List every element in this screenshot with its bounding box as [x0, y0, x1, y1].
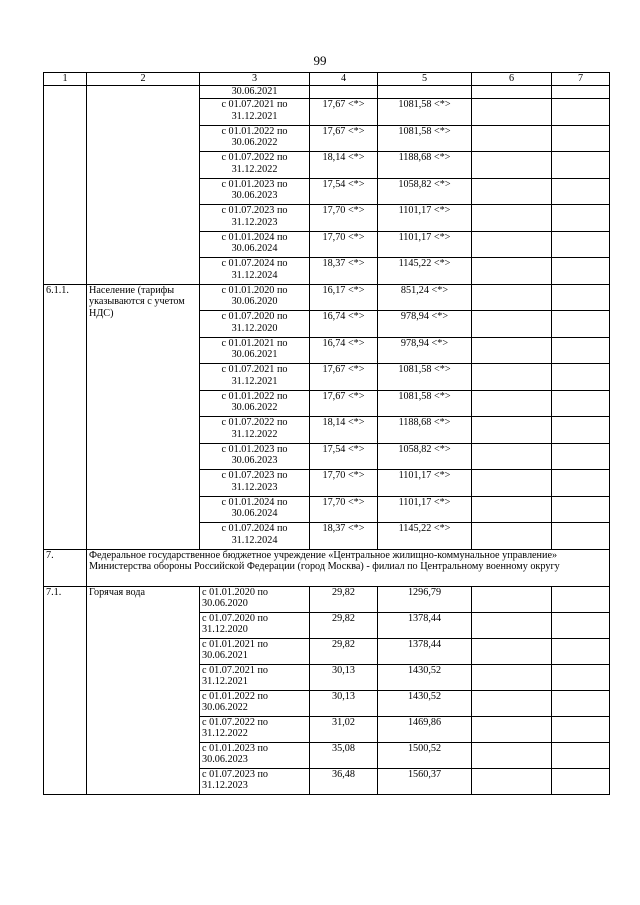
value-cell-5: 1081,58 <*> [378, 364, 472, 391]
empty-cell-7 [552, 205, 610, 232]
empty-cell-6 [472, 612, 552, 638]
value-cell-5: 1188,68 <*> [378, 152, 472, 179]
value-cell-4: 17,67 <*> [310, 125, 378, 152]
period-cell: с 01.07.2023 по 31.12.2023 [200, 768, 310, 794]
empty-cell-6 [472, 443, 552, 470]
value-cell-4: 17,70 <*> [310, 205, 378, 232]
empty-cell-7 [552, 496, 610, 523]
value-cell-5: 1560,37 [378, 768, 472, 794]
empty-cell-6 [472, 337, 552, 364]
empty-cell-7 [552, 390, 610, 417]
period-cell: с 01.07.2020 по 31.12.2020 [200, 612, 310, 638]
empty-cell-6 [472, 638, 552, 664]
value-cell-5: 1101,17 <*> [378, 231, 472, 258]
value-cell-4: 18,37 <*> [310, 258, 378, 285]
empty-cell-6 [472, 231, 552, 258]
empty-cell-6 [472, 125, 552, 152]
value-cell-4: 17,54 <*> [310, 443, 378, 470]
value-cell-4: 17,67 <*> [310, 364, 378, 391]
value-cell-5: 851,24 <*> [378, 284, 472, 311]
empty-cell-7 [552, 99, 610, 126]
empty-cell-7 [552, 443, 610, 470]
value-cell-5: 1296,79 [378, 586, 472, 612]
value-cell-5: 1188,68 <*> [378, 417, 472, 444]
value-cell-4: 17,67 <*> [310, 390, 378, 417]
value-cell-5: 1081,58 <*> [378, 99, 472, 126]
period-cell: с 01.07.2023 по 31.12.2023 [200, 205, 310, 232]
value-cell-4: 18,14 <*> [310, 152, 378, 179]
empty-cell-7 [552, 664, 610, 690]
period-cell: с 01.07.2021 по 31.12.2021 [200, 364, 310, 391]
tariff-table [43, 72, 610, 795]
period-cell: с 01.01.2021 по 30.06.2021 [200, 337, 310, 364]
value-cell-5: 1430,52 [378, 690, 472, 716]
period-cell: с 01.07.2021 по 31.12.2021 [200, 664, 310, 690]
value-cell-5 [378, 86, 472, 99]
value-cell-4: 29,82 [310, 638, 378, 664]
period-cell: с 01.01.2023 по 30.06.2023 [200, 178, 310, 205]
page-number: 99 [313, 53, 327, 68]
empty-cell-6 [472, 716, 552, 742]
empty-cell-6 [472, 496, 552, 523]
organization-name: Федеральное государственное бюджетное учреждение «Центральное жилищно-коммунальное управление» Министерства обороны Российской Федерации (город Москва) - филиал по Центральному военному округу [87, 549, 610, 586]
period-cell: с 01.07.2024 по 31.12.2024 [200, 258, 310, 285]
value-cell-5: 1101,17 <*> [378, 470, 472, 497]
value-cell-4: 16,17 <*> [310, 284, 378, 311]
empty-cell-7 [552, 86, 610, 99]
value-cell-5: 978,94 <*> [378, 337, 472, 364]
period-cell: с 01.01.2023 по 30.06.2023 [200, 443, 310, 470]
empty-cell-7 [552, 638, 610, 664]
period-cell: с 01.01.2020 по 30.06.2020 [200, 284, 310, 311]
value-cell-5: 1145,22 <*> [378, 258, 472, 285]
value-cell-4: 30,13 [310, 690, 378, 716]
empty-cell-6 [472, 664, 552, 690]
period-cell: с 01.07.2024 по 31.12.2024 [200, 523, 310, 550]
item-name [87, 86, 200, 285]
period-cell: с 01.01.2024 по 30.06.2024 [200, 231, 310, 258]
value-cell-5: 1058,82 <*> [378, 443, 472, 470]
value-cell-5: 978,94 <*> [378, 311, 472, 338]
period-cell: с 01.01.2022 по 30.06.2022 [200, 125, 310, 152]
header-row [44, 73, 610, 86]
value-cell-4 [310, 86, 378, 99]
item-number: 7.1. [44, 586, 87, 794]
value-cell-4: 16,74 <*> [310, 311, 378, 338]
empty-cell-6 [472, 364, 552, 391]
empty-cell-7 [552, 311, 610, 338]
value-cell-5: 1081,58 <*> [378, 390, 472, 417]
empty-cell-7 [552, 258, 610, 285]
value-cell-4: 17,54 <*> [310, 178, 378, 205]
period-cell: с 01.07.2022 по 31.12.2022 [200, 152, 310, 179]
value-cell-4: 36,48 [310, 768, 378, 794]
empty-cell-6 [472, 99, 552, 126]
value-cell-4: 29,82 [310, 586, 378, 612]
period-cell: с 01.01.2020 по 30.06.2020 [200, 586, 310, 612]
empty-cell-6 [472, 690, 552, 716]
value-cell-5: 1500,52 [378, 742, 472, 768]
empty-cell-7 [552, 690, 610, 716]
empty-cell-7 [552, 768, 610, 794]
value-cell-5: 1101,17 <*> [378, 496, 472, 523]
value-cell-4: 17,70 <*> [310, 470, 378, 497]
header-cell: 7 [552, 73, 610, 86]
value-cell-5: 1081,58 <*> [378, 125, 472, 152]
period-cell: 30.06.2021 [200, 86, 310, 99]
value-cell-5: 1469,86 [378, 716, 472, 742]
value-cell-4: 31,02 [310, 716, 378, 742]
value-cell-4: 35,08 [310, 742, 378, 768]
item-name: Население (тарифы указываются с учетом НДС) [87, 284, 200, 549]
empty-cell-7 [552, 470, 610, 497]
empty-cell-6 [472, 768, 552, 794]
empty-cell-7 [552, 284, 610, 311]
value-cell-5: 1101,17 <*> [378, 205, 472, 232]
empty-cell-6 [472, 742, 552, 768]
empty-cell-7 [552, 612, 610, 638]
empty-cell-7 [552, 152, 610, 179]
empty-cell-7 [552, 337, 610, 364]
period-cell: с 01.01.2024 по 30.06.2024 [200, 496, 310, 523]
value-cell-4: 17,70 <*> [310, 496, 378, 523]
value-cell-4: 17,67 <*> [310, 99, 378, 126]
header-cell: 5 [378, 73, 472, 86]
value-cell-5: 1058,82 <*> [378, 178, 472, 205]
empty-cell-7 [552, 364, 610, 391]
period-cell: с 01.01.2021 по 30.06.2021 [200, 638, 310, 664]
value-cell-4: 18,14 <*> [310, 417, 378, 444]
table-row [44, 586, 610, 612]
empty-cell-7 [552, 417, 610, 444]
header-cell: 2 [87, 73, 200, 86]
header-cell: 3 [200, 73, 310, 86]
item-name: Горячая вода [87, 586, 200, 794]
period-cell: с 01.07.2022 по 31.12.2022 [200, 417, 310, 444]
empty-cell-6 [472, 258, 552, 285]
header-cell: 6 [472, 73, 552, 86]
table-row [44, 86, 610, 99]
organization-row [44, 549, 610, 586]
value-cell-5: 1378,44 [378, 612, 472, 638]
empty-cell-6 [472, 86, 552, 99]
value-cell-5: 1430,52 [378, 664, 472, 690]
header-cell: 1 [44, 73, 87, 86]
empty-cell-7 [552, 523, 610, 550]
header-cell: 4 [310, 73, 378, 86]
empty-cell-7 [552, 178, 610, 205]
period-cell: с 01.07.2023 по 31.12.2023 [200, 470, 310, 497]
empty-cell-6 [472, 586, 552, 612]
empty-cell-7 [552, 231, 610, 258]
table-row [44, 284, 610, 311]
item-number [44, 86, 87, 285]
item-number: 6.1.1. [44, 284, 87, 549]
empty-cell-6 [472, 470, 552, 497]
item-number: 7. [44, 549, 87, 586]
empty-cell-6 [472, 152, 552, 179]
empty-cell-6 [472, 523, 552, 550]
empty-cell-6 [472, 205, 552, 232]
empty-cell-7 [552, 716, 610, 742]
empty-cell-7 [552, 125, 610, 152]
value-cell-4: 18,37 <*> [310, 523, 378, 550]
empty-cell-6 [472, 284, 552, 311]
empty-cell-7 [552, 742, 610, 768]
empty-cell-7 [552, 586, 610, 612]
period-cell: с 01.01.2022 по 30.06.2022 [200, 690, 310, 716]
value-cell-4: 17,70 <*> [310, 231, 378, 258]
value-cell-4: 16,74 <*> [310, 337, 378, 364]
period-cell: с 01.07.2020 по 31.12.2020 [200, 311, 310, 338]
value-cell-5: 1145,22 <*> [378, 523, 472, 550]
value-cell-4: 29,82 [310, 612, 378, 638]
value-cell-4: 30,13 [310, 664, 378, 690]
empty-cell-6 [472, 417, 552, 444]
period-cell: с 01.07.2022 по 31.12.2022 [200, 716, 310, 742]
empty-cell-6 [472, 390, 552, 417]
period-cell: с 01.01.2022 по 30.06.2022 [200, 390, 310, 417]
empty-cell-6 [472, 178, 552, 205]
period-cell: с 01.01.2023 по 30.06.2023 [200, 742, 310, 768]
empty-cell-6 [472, 311, 552, 338]
period-cell: с 01.07.2021 по 31.12.2021 [200, 99, 310, 126]
value-cell-5: 1378,44 [378, 638, 472, 664]
